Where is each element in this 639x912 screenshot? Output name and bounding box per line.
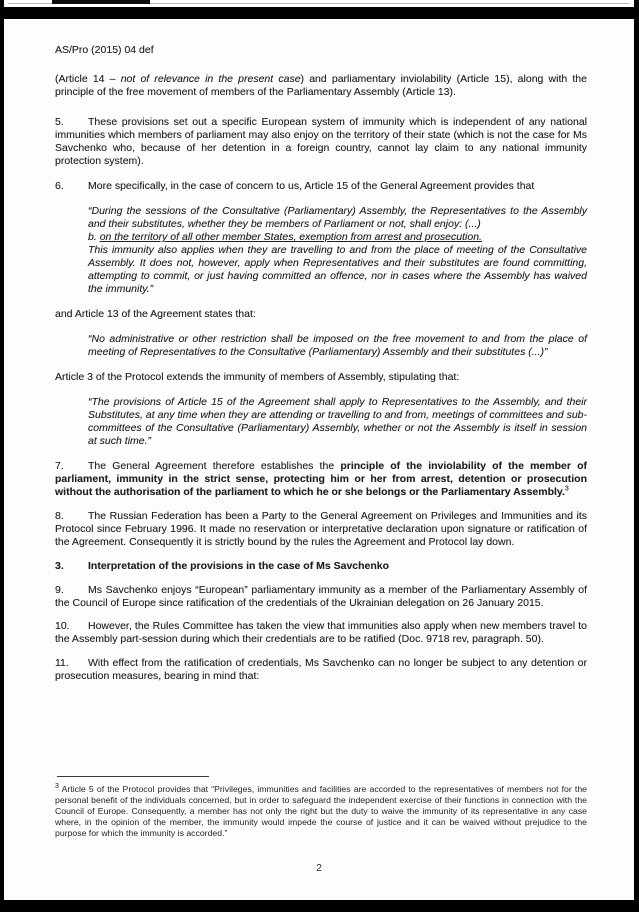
quote-article-13: “No administrative or other restriction shall be imposed on the free movement to and from the place of meeting of Representatives to the Consultative (Parliamentary) Assembly and their substitutes (...)” <box>88 333 587 358</box>
paragraph-number: 8. <box>55 510 64 522</box>
paragraph-intro <box>55 73 587 99</box>
paragraph-10 <box>55 620 587 646</box>
paragraph-number: 6. <box>55 180 64 192</box>
scan-artifact-block <box>52 0 150 4</box>
footnote-3 <box>55 784 587 839</box>
intro-text-post: ) and parliamentary inviolability (Article 15), along with the principle of the free movement of members of the Parliamentary Assembly (Article 13). <box>55 73 587 98</box>
paragraph-6 <box>55 180 587 193</box>
paragraph-text: However, the Rules Committee has taken the view that immunities also apply when new members travel to the Assembly part-session during which their credentials are to be ratified (Doc. 9718 rev, paragraph. 50). <box>55 620 587 645</box>
footnote-area <box>55 776 587 839</box>
footnote-text: Article 5 of the Protocol provides that “Privileges, immunities and facilities are accorded to the representatives of members not for the personal benefit of the individuals concerned, but in order to safeguard the independent exercise of their functions in connection with the Council of Europe. Consequently, a member has not only the right but the duty to waive the immunity of its representative in any case where, in the opinion of the member, the immunity would impede the course of justice and it can be waived without prejudice to the purpose for which the immunity is accorded.” <box>55 784 587 838</box>
quote-underlined-text: on the territory of all other member States, exemption from arrest and prosecution. <box>99 231 482 243</box>
page-content <box>4 19 634 683</box>
paragraph-number: 10. <box>55 620 70 632</box>
quote-text: This immunity also applies when they are travelling to and from the place of meeting of the Consultative Assembly. It does not, however, apply when Representatives and their substitutes are found committing, attempting to commit, or just having committed an offence, nor in cases where the Assembly has waived the immunity.” <box>88 244 587 295</box>
paragraph-article13-intro: and Article 13 of the Agreement states that: <box>55 308 256 320</box>
footnote-number: 3 <box>55 783 59 791</box>
paragraph-article3-intro: Article 3 of the Protocol extends the immunity of members of Assembly, stipulating that: <box>55 371 460 383</box>
page-number: 2 <box>316 862 322 874</box>
quote-article-15 <box>88 205 587 296</box>
section-title: Interpretation of the provisions in the case of Ms Savchenko <box>88 560 390 572</box>
paragraph-number: 11. <box>55 657 69 669</box>
section-heading-3 <box>55 560 587 573</box>
paragraph-number: 5. <box>55 116 64 128</box>
paragraph-5 <box>55 116 587 168</box>
quote-item-label: b. <box>88 231 100 243</box>
paragraph-number: 7. <box>55 460 64 472</box>
paragraph-text: More specifically, in the case of concern to us, Article 15 of the General Agreement provides that <box>88 180 535 192</box>
paragraph-number: 9. <box>55 584 64 596</box>
scan-top-strip <box>4 0 634 7</box>
document-page <box>4 19 634 900</box>
footnote-separator <box>57 776 209 777</box>
quote-article-3-protocol: “The provisions of Article 15 of the Agreement shall apply to Representatives to the Assembly, and their Substitutes, at any time when they are attending or travelling to and from, meetings of committees and sub-committees of the Consultative (Parliamentary) Assembly, whether or not the Assembly is itself in session at such time.” <box>88 396 587 447</box>
intro-text-italic: not of relevance in the present case <box>120 73 301 85</box>
paragraph-11 <box>55 657 587 683</box>
section-number: 3. <box>55 560 64 572</box>
footnote-reference-mark: 3 <box>564 485 569 493</box>
quote-text: “During the sessions of the Consultative (Parliamentary) Assembly, the Representatives to the Assembly and their substitutes, whether they be members of Parliament or not, shall enjoy: (...) <box>88 205 587 230</box>
paragraph-bold-text: principle of the inviolability of the member of parliament, immunity in the strict sense, protecting him or her from arrest, detention or prosecution without the authorisation of the parliament to which he or she belongs or the Parliamentary Assembly. <box>55 460 587 498</box>
paragraph-text: These provisions set out a specific European system of immunity which is independent of any national immunities which members of parliament may also enjoy on the territory of their state (which is not the case for Ms Savchenko who, because of her detention in a foreign country, cannot lay claim to any national immunity protection system). <box>55 116 587 167</box>
paragraph-text: With effect from the ratification of credentials, Ms Savchenko can no longer be subject to any detention or prosecution measures, bearing in mind that: <box>55 657 587 682</box>
paragraph-8 <box>55 510 587 549</box>
paragraph-text: The Russian Federation has been a Party to the General Agreement on Privileges and Immunities and its Protocol since February 1996. It made no reservation or interpretative declaration upon signature or ratification of the Agreement. Consequently it is strictly bound by the rules the Agreement and Protocol lay down. <box>55 510 587 548</box>
paragraph-9 <box>55 584 587 610</box>
paragraph-text: The General Agreement therefore establishes the <box>88 460 341 472</box>
document-reference: AS/Pro (2015) 04 def <box>55 44 154 56</box>
intro-text-pre: (Article 14 – <box>55 73 121 85</box>
paragraph-7 <box>55 460 587 499</box>
paragraph-text: Ms Savchenko enjoys “European” parliamentary immunity as a member of the Parliamentary Assembly of the Council of Europe since ratification of the credentials of the Ukrainian delegation on 26 January 2015. <box>55 584 587 609</box>
